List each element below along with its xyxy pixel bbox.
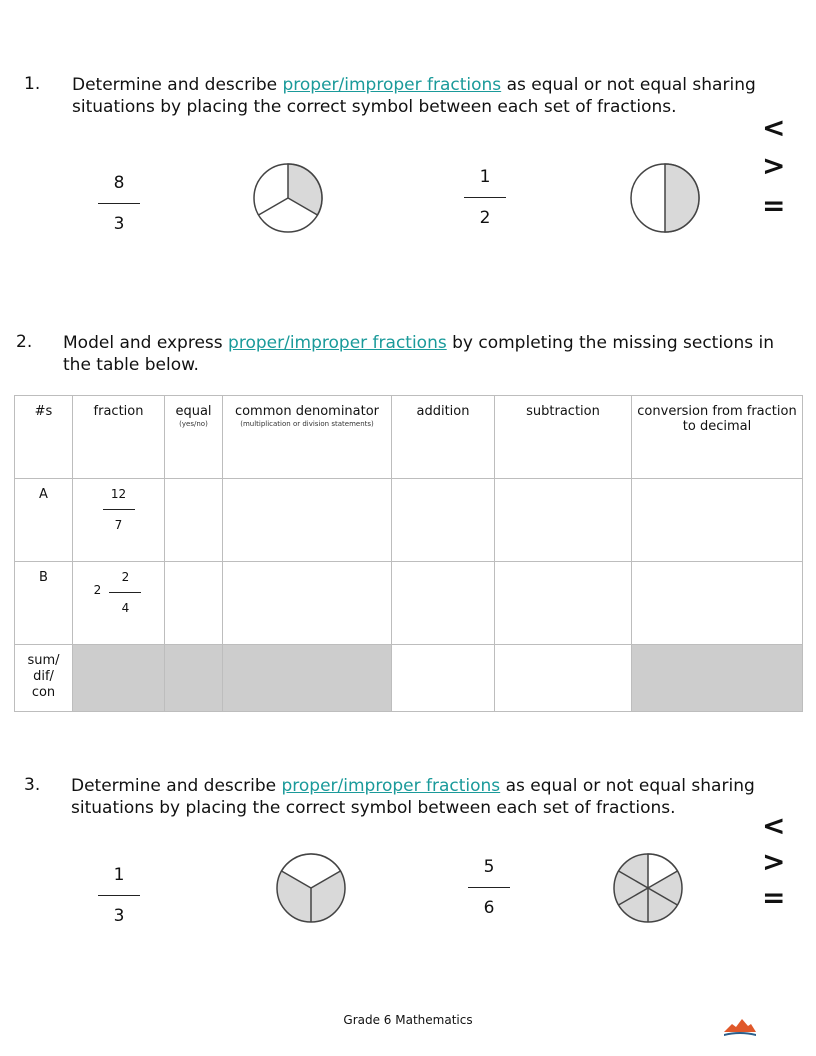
header-subtraction: subtraction	[495, 396, 632, 479]
row-b-numerator: 2	[121, 570, 130, 584]
row-a-subtraction-cell[interactable]	[495, 479, 632, 562]
header-common-label: common denominator	[234, 404, 380, 419]
row-a-addition-cell[interactable]	[392, 479, 495, 562]
header-common-denominator	[223, 396, 392, 479]
row-sum-subtraction-cell[interactable]	[495, 645, 632, 712]
q3-greater-than-symbol[interactable]: >	[762, 845, 786, 878]
row-b-subtraction-cell[interactable]	[495, 562, 632, 645]
header-equal	[165, 396, 223, 479]
row-b-addition-cell[interactable]	[392, 562, 495, 645]
table-header-row	[15, 396, 803, 479]
question-1-number: 1.	[24, 74, 41, 94]
row-b-conversion-cell[interactable]	[632, 562, 803, 645]
q1-less-than-symbol[interactable]: <	[762, 111, 786, 144]
question-2-text	[63, 332, 783, 376]
question-2-text-end: by completing the missing sections in the table below.	[63, 333, 774, 375]
header-equal-label: equal	[175, 404, 212, 419]
q3-fraction-a-denominator: 3	[113, 906, 125, 926]
q3-equals-symbol[interactable]: =	[762, 881, 786, 914]
header-fraction: fraction	[73, 396, 165, 479]
q3-fraction-a	[94, 864, 144, 927]
row-sum-common-shaded	[223, 645, 392, 712]
fraction-bar	[98, 895, 140, 896]
question-3-link[interactable]: proper/improper fractions	[281, 776, 501, 796]
q3-fraction-b-denominator: 6	[483, 898, 495, 918]
row-a-equal-cell[interactable]	[165, 479, 223, 562]
question-2-link[interactable]: proper/improper fractions	[228, 333, 447, 353]
question-3-text	[71, 775, 791, 819]
q3-fraction-circle-a	[275, 852, 347, 924]
row-sum-label-text: sum/ dif/ con	[27, 653, 60, 700]
q1-fraction-a-denominator: 3	[113, 214, 125, 234]
q1-fraction-a-numerator: 8	[113, 173, 125, 193]
q1-equals-symbol[interactable]: =	[762, 189, 786, 222]
question-3-text-end: as equal or not equal sharing situations by placing the correct symbol between each set of fractions.	[71, 776, 755, 818]
row-a-numerator: 12	[110, 487, 127, 501]
q3-fraction-b-numerator: 5	[483, 857, 495, 877]
row-b-label: B	[15, 562, 73, 645]
question-3-text-start: Determine and describe	[71, 776, 282, 796]
footer-text: Grade 6 Mathematics	[343, 1013, 473, 1027]
row-sum-conversion-shaded	[632, 645, 803, 712]
row-a-fraction-value	[101, 487, 137, 532]
header-addition: addition	[392, 396, 495, 479]
fractions-table	[14, 395, 803, 712]
question-1-text-start: Determine and describe	[72, 75, 283, 95]
row-sum-equal-shaded	[165, 645, 223, 712]
row-b-fraction-value	[107, 570, 143, 615]
q1-fraction-b-denominator: 2	[479, 208, 491, 228]
row-a-fraction	[73, 479, 165, 562]
q1-greater-than-symbol[interactable]: >	[762, 149, 786, 182]
row-sum-fraction-shaded	[73, 645, 165, 712]
row-sum-label	[15, 645, 73, 712]
fraction-bar	[103, 509, 135, 510]
question-1-text	[72, 74, 792, 118]
fraction-bar	[468, 887, 510, 888]
q1-fraction-circle-b	[629, 162, 701, 234]
question-1-link[interactable]: proper/improper fractions	[282, 75, 502, 95]
header-equal-sub: (yes/no)	[179, 420, 208, 428]
row-b-fraction	[73, 562, 165, 645]
row-a-label: A	[15, 479, 73, 562]
row-b-common-cell[interactable]	[223, 562, 392, 645]
row-sum-addition-cell[interactable]	[392, 645, 495, 712]
row-b-whole: 2	[93, 583, 102, 597]
header-nums: #s	[15, 396, 73, 479]
fraction-bar	[98, 203, 140, 204]
q3-fraction-a-numerator: 1	[113, 865, 125, 885]
fraction-bar	[109, 592, 141, 593]
q1-fraction-a	[94, 172, 144, 235]
table-row-sum	[15, 645, 803, 712]
question-3-number: 3.	[24, 775, 41, 795]
table-row-b	[15, 562, 803, 645]
row-b-denominator: 4	[121, 601, 130, 615]
question-1-text-end: as equal or not equal sharing situations by placing the correct symbol between each set of fractions.	[72, 75, 756, 117]
q1-fraction-b	[460, 166, 510, 229]
table-row-a	[15, 479, 803, 562]
q1-fraction-b-numerator: 1	[479, 167, 491, 187]
row-a-denominator: 7	[114, 518, 123, 532]
row-b-equal-cell[interactable]	[165, 562, 223, 645]
mountain-logo-icon	[722, 1016, 758, 1038]
fraction-bar	[464, 197, 506, 198]
question-2-number: 2.	[16, 332, 33, 352]
q3-less-than-symbol[interactable]: <	[762, 809, 786, 842]
row-a-conversion-cell[interactable]	[632, 479, 803, 562]
q3-fraction-b	[464, 856, 514, 919]
row-a-common-cell[interactable]	[223, 479, 392, 562]
header-common-sub: (multiplication or division statements)	[240, 420, 374, 428]
question-2-text-start: Model and express	[63, 333, 229, 353]
q3-fraction-circle-b	[612, 852, 684, 924]
q1-fraction-circle-a	[252, 162, 324, 234]
header-conversion: conversion from fraction to decimal	[632, 396, 803, 479]
